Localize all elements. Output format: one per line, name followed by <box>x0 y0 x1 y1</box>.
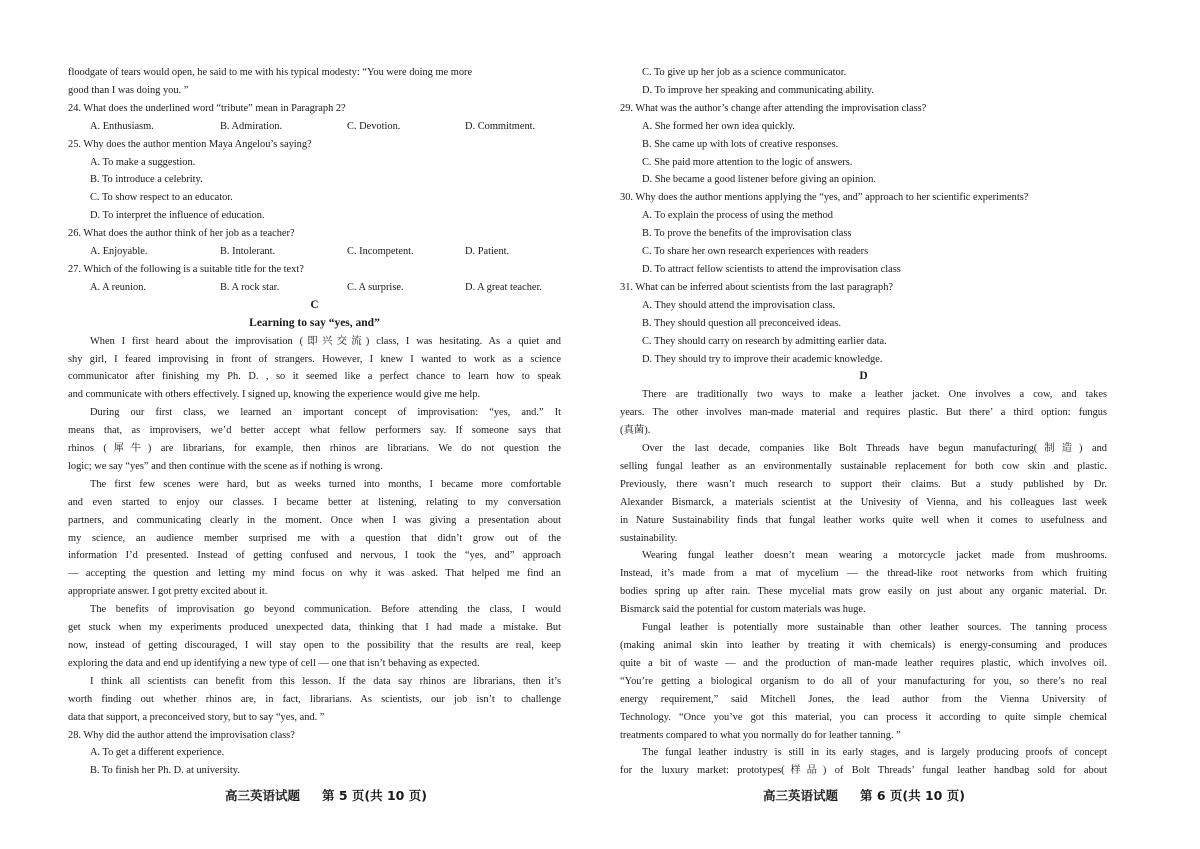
paragraph-line: appropriate answer. I got pretty excited about it. <box>68 586 268 598</box>
option-a: A. She formed her own idea quickly. <box>642 120 795 132</box>
page-5-footer <box>225 786 427 804</box>
paragraph-line: exploring the data and end up identifying a new type of cell — one that isn’t behaving as expected. <box>68 657 480 669</box>
paragraph-line: Instead, it’s made from a mat of mycelium — the thread-like root networks from which fruiting <box>620 568 1107 580</box>
option-c: C. To give up her job as a science communicator. <box>642 67 847 78</box>
paragraph-line: and communicate with others effectively. I signed up, knowing the experience would give me help. <box>68 389 481 401</box>
paragraph-line: now, instead of getting discouraged, I will stay open to the possibility that the results are real, keep <box>68 640 561 651</box>
option-d: D. To interpret the influence of education. <box>90 210 265 222</box>
option-c: C. A surprise. <box>347 281 404 293</box>
option-b: B. Intolerant. <box>220 246 276 258</box>
question-28: 28. Why did the author attend the improvisation class? <box>68 729 295 741</box>
question-25: 25. Why does the author mention Maya Angelou’s saying? <box>68 138 312 150</box>
option-c: C. Devotion. <box>347 120 401 132</box>
option-d: D. Commitment. <box>465 120 536 132</box>
option-b: B. To finish her Ph. D. at university. <box>90 765 240 777</box>
option-b: B. To prove the benefits of the improvisation class <box>642 228 852 240</box>
paragraph-line: means that, as improvisers, we’d better accept what fellow performers say. If someone says that <box>68 425 561 437</box>
option-d: D. Patient. <box>465 246 510 258</box>
paragraph-line: — accepting the question and letting my mind focus on why it was asked. That helped me find an <box>68 568 561 580</box>
paragraph-line: When I first heard about the improvisation (即兴交流) class, I was hesitating. As a quiet and <box>90 335 561 347</box>
question-30: 30. Why does the author mentions applying the “yes, and” approach to her scientific experiments? <box>620 192 1029 204</box>
paragraph-line: The first few scenes were hard, but as weeks turned into months, I became more comfortable <box>90 478 561 490</box>
paragraph-line: energy requirement,” said Mitchell Jones, the lead author from the Vienna University of <box>620 693 1107 705</box>
footer-page-number: 第 6 页(共 10 页) <box>860 788 965 803</box>
paragraph-line: sustainability. <box>620 532 678 544</box>
paragraph-line: my science, an audience member surprised me with a question that didn’t grow out of the <box>68 532 561 544</box>
option-a: A. A reunion. <box>90 281 146 293</box>
paragraph-line: quite a bit of waste — and the production of man-made leather requires plastic, which involves oil. <box>620 657 1107 669</box>
paragraph-line: There are traditionally two ways to make a leather jacket. One involves a cow, and takes <box>642 389 1107 401</box>
option-c: C. To show respect to an educator. <box>90 192 233 204</box>
option-c: C. To share her own research experiences with readers <box>642 246 869 258</box>
section-heading-d: D <box>859 370 868 383</box>
option-a: A. They should attend the improvisation class. <box>642 299 836 311</box>
question-27-options <box>68 279 561 297</box>
option-c: C. Incompetent. <box>347 246 414 258</box>
paragraph-line: and even started to enjoy our classes. I became better at listening, relating to my conversation <box>68 496 561 508</box>
paragraph-line: information I’d presented. Instead of getting confused and nervous, I took the “yes, and” approach <box>68 550 561 562</box>
page-6-footer <box>763 786 965 804</box>
footer-subject: 高三英语试题 <box>225 788 301 803</box>
question-29: 29. What was the author’s change after attending the improvisation class? <box>620 102 927 114</box>
question-27: 27. Which of the following is a suitable title for the text? <box>68 263 304 275</box>
section-heading-c: C <box>310 298 319 311</box>
paragraph-line: The fungal leather industry is still in its early stages, and is largely producing proofs of concept <box>642 747 1107 759</box>
option-c: C. She paid more attention to the logic of answers. <box>642 156 853 168</box>
option-d: D. They should try to improve their academic knowledge. <box>642 353 883 365</box>
paragraph-line: I think all scientists can benefit from this lesson. If the data say rhinos are librarians, then it’s <box>90 675 561 687</box>
footer-subject: 高三英语试题 <box>763 788 839 803</box>
option-b: B. A rock star. <box>220 281 280 293</box>
option-c: C. They should carry on research by admitting earlier data. <box>642 335 887 347</box>
page-6-column <box>620 64 1107 780</box>
passage-c-title: Learning to say “yes, and” <box>249 316 380 329</box>
paragraph-line: rhinos (犀牛) are librarians, for example, then rhinos are librarians. We do not question the <box>68 443 561 455</box>
question-24: 24. What does the underlined word “tribute” mean in Paragraph 2? <box>68 102 346 114</box>
option-d: D. To attract fellow scientists to attend the improvisation class <box>642 263 901 275</box>
paragraph-line: Wearing fungal leather doesn’t mean wearing a motorcycle jacket made from mushrooms. <box>642 550 1107 562</box>
paragraph-line: Technology. “Once you’ve got this material, you can process it according to quite simple chemical <box>620 711 1107 723</box>
paragraph-line: Over the last decade, companies like Bolt Threads have begun manufacturing(制造) and <box>642 443 1107 455</box>
paragraph-line: worth finding out whether rhinos are, in fact, librarians. As scientists, our job isn’t to challenge <box>68 693 561 705</box>
footer-page-number: 第 5 页(共 10 页) <box>322 788 427 803</box>
option-a: A. Enjoyable. <box>90 246 148 258</box>
paragraph-line: communicator after finishing my Ph. D. , so it seemed like a perfect chance to learn how to speak <box>68 371 561 383</box>
passage-b-end-line: floodgate of tears would open, he said to me with his typical modesty: “You were doing me more <box>68 67 473 78</box>
option-a: A. To make a suggestion. <box>90 156 196 168</box>
option-b: B. To introduce a celebrity. <box>90 174 203 186</box>
option-b: B. She came up with lots of creative responses. <box>642 138 839 150</box>
paragraph-line: bodies spring up after rain. These mycelial mats grow easily on just about any organic material. Dr. <box>620 586 1107 598</box>
paragraph-line: in Nature Sustainability finds that fungal leather works quite well when it comes to usefulness and <box>620 514 1107 526</box>
paragraph-line: years. The other involves man-made material and requires plastic. But there’ a third option: fungus <box>620 407 1107 419</box>
paragraph-line: Fungal leather is potentially more sustainable than other leather sources. The tanning process <box>642 622 1107 634</box>
passage-b-end-line: good than I was doing you. ” <box>68 84 189 96</box>
paragraph-line: for the luxury market: prototypes(样品) of Bolt Threads’ fungal leather handbag sold for about <box>620 765 1107 777</box>
paragraph-line: treatments compared to what you normally do for leather tanning. ” <box>620 729 901 741</box>
paragraph-line: get stuck when my experiments produced unexpected data, thinking that I had made a mistake. But <box>68 622 561 634</box>
paragraph-line: Bismarck said the potential for custom materials was huge. <box>620 604 866 616</box>
option-b: B. They should question all preconceived ideas. <box>642 317 841 329</box>
paragraph-line: Alexander Bismarck, a materials scientist at the Univesity of Vienna, and his colleagues last week <box>620 496 1107 508</box>
option-a: A. Enthusiasm. <box>90 120 154 132</box>
question-26-options <box>68 243 561 261</box>
option-a: A. To get a different experience. <box>90 747 225 759</box>
paragraph-line: The benefits of improvisation go beyond communication. Before attending the class, I would <box>90 604 561 616</box>
paragraph-line: “You’re getting a biological organism to do all of your manufacturing for you, so there’s no real <box>620 675 1107 687</box>
question-31: 31. What can be inferred about scientists from the last paragraph? <box>620 281 894 293</box>
option-d: D. She became a good listener before giving an opinion. <box>642 174 877 186</box>
option-a: A. To explain the process of using the method <box>642 210 833 222</box>
paragraph-line: (真菌). <box>620 425 651 437</box>
paragraph-line: partners, and communicating clearly in the moment. Once when I was giving a presentation about <box>68 514 561 526</box>
option-d: D. A great teacher. <box>465 281 543 293</box>
page-5-column <box>68 64 561 780</box>
paragraph-line: shy girl, I feared improvising in front of strangers. However, I knew I wanted to work as a science <box>68 353 561 365</box>
paragraph-line: selling fungal leather as an environmentally sustainable replacement for both cow skin and plastic. <box>620 460 1107 472</box>
option-d: D. To improve her speaking and communicating ability. <box>642 84 874 96</box>
paragraph-line: data that support, a preconceived story, but to say “yes, and. ” <box>68 711 325 723</box>
option-b: B. Admiration. <box>220 120 283 132</box>
paragraph-line: During our first class, we learned an important concept of improvisation: “yes, and.” It <box>90 407 561 419</box>
question-24-options <box>68 118 561 136</box>
paragraph-line: Previously, there wasn’t much research to support their claims. But a study published by Dr. <box>620 478 1107 490</box>
paragraph-line: logic; we say “yes” and then continue with the scene as if nothing is wrong. <box>68 460 383 472</box>
question-26: 26. What does the author think of her job as a teacher? <box>68 228 295 240</box>
paragraph-line: (making animal skin into leather by treating it with chemicals) is energy-consuming and produces <box>620 640 1107 651</box>
